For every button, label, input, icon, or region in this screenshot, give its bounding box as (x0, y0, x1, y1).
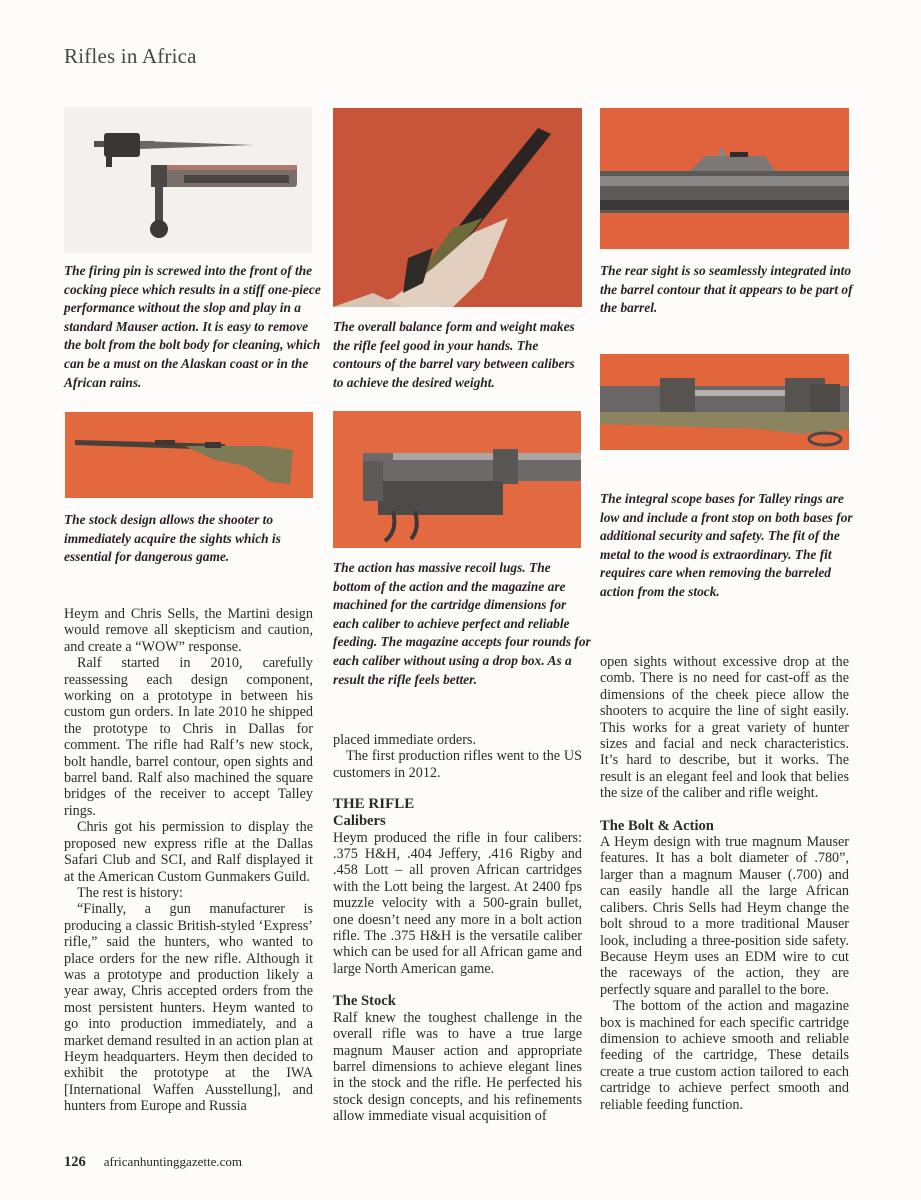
website-link[interactable]: africanhuntinggazette.com (103, 1154, 242, 1169)
caption-text: The stock design allows the shooter to immediately acquire the sights which is essential for dangerous game. (64, 512, 281, 565)
caption-balance (333, 318, 588, 392)
subheading-stock: The Stock (333, 993, 396, 1010)
caption-action (333, 559, 591, 689)
caption-firing-pin (64, 262, 322, 392)
rear-sight-illustration (600, 108, 849, 249)
rifle-in-hand-illustration (333, 108, 582, 307)
caption-scope-bases (600, 490, 858, 602)
paragraph: Ralf knew the toughest challenge in the overall rifle was to have a true large magnum Mauser action and appropriate barrel dimensions to achieve elegant lines in the stock and the rifle. He perfected his stock design concepts, and his refinements allow immediate visual acquisition of (333, 1009, 582, 1125)
caption-text: The firing pin is screwed into the front of the cocking piece which results in a stiff one-piece performance without the slop and play in a standard Mauser action. It is easy to remove the bolt from the bolt body for cleaning, which can be a must on the Alaskan coast or in the African rains. (64, 263, 321, 390)
paragraph: “Finally, a gun manufacturer is producing a classic British-styled ‘Express’ rifle,” said the hunters, who wanted to place orders for the new rifle. Although it was a prototype and production likely a year away, Chris accepted orders from the most persistent hunters. Heym wanted to go into production immediately, and a market demand resulted in an action plan at Heym headquarters. Heym then decided to exhibit the prototype at the IWA [International Waffen Ausstellung], and hunters from Europe and Russia (64, 901, 313, 1115)
page-number: 126 (64, 1154, 86, 1170)
paragraph: Ralf started in 2010, carefully reassessing each design component, working on a prototype in between his custom gun orders. In late 2010 he shipped the prototype to Chris in Dallas for comment. The rifle had Ralf’s new stock, bolt handle, barrel contour, open sights and barrel band. Ralf also machined the square bridges of the receiver to accept Talley rings. (64, 655, 313, 819)
paragraph: The bottom of the action and magazine box is machined for each specific cartridge dimension to achieve smooth and reliable feeding of the cartridge, These details create a true custom action tailored to each cartridge to achieve perfect smooth and reliable feeding function. (600, 998, 849, 1113)
caption-text: The overall balance form and weight makes the rifle feel good in your hands. The contours of the barrel vary between calibers to achieve the desired weight. (333, 319, 575, 390)
subheading-calibers: Calibers (333, 813, 386, 830)
subheading-bolt-action: The Bolt & Action (600, 817, 714, 834)
photo-full-rifle (65, 412, 313, 498)
action-illustration (333, 411, 581, 548)
photo-rifle-in-hand (333, 108, 582, 307)
caption-rear-sight (600, 262, 862, 318)
body-column-2 (333, 732, 582, 1125)
body-column-3 (600, 654, 849, 1113)
paragraph: Heym produced the rifle in four calibers: .375 H&H, .404 Jeffery, .416 Rigby and .458 Lott – all proven African cartridges with the Lott being the largest. At 2400 fps muzzle velocity with a 500-grain bullet, one doesn’t need any more in a bolt action rifle. The .375 H&H is the versatile caliber which can be used for all African game and large North American game. (333, 829, 582, 977)
page-footer (64, 1154, 242, 1171)
caption-text: The action has massive recoil lugs. The bottom of the action and the magazine are machined for the cartridge dimensions for each caliber to achieve perfect and reliable feeding. The magazine accepts four rounds for each caliber without using a drop box. As a result the rifle feels better. (333, 560, 591, 687)
scope-bases-illustration (600, 354, 849, 450)
firing-pin-illustration (64, 107, 312, 253)
photo-action (333, 411, 581, 548)
photo-scope-bases (600, 354, 849, 450)
photo-rear-sight (600, 108, 849, 249)
caption-stock-design (64, 511, 309, 567)
paragraph: The first production rifles went to the US customers in 2012. (333, 748, 582, 781)
paragraph: placed immediate orders. (333, 732, 476, 748)
paragraph: open sights without excessive drop at the comb. There is no need for cast-off as the dimensions of the cheek piece allow the shooters to acquire the line of sight easily. This works for a great variety of hunter sizes and facial and neck characteristics. It’s hard to describe, but it works. The result is an elegant feel and look that belies the size of the caliber and rifle weight. (600, 654, 849, 802)
paragraph: Heym and Chris Sells, the Martini design would remove all skepticism and caution, and create a “WOW” response. (64, 606, 313, 655)
body-column-1 (64, 606, 313, 1115)
section-title: Rifles in Africa (64, 44, 197, 68)
caption-text: The integral scope bases for Talley rings are low and include a front stop on both bases for additional security and safety. The fit of the metal to the wood is extraordinary. The fit requires care when removing the barreled action from the stock. (600, 491, 853, 599)
section-heading: THE RIFLE (333, 796, 415, 813)
paragraph: The rest is history: (77, 884, 183, 901)
paragraph: Chris got his permission to display the proposed new express rifle at the Dallas Safari Club and SCI, and Ralf displayed it at the American Custom Gunmakers Guild. (64, 819, 313, 885)
photo-firing-pin (64, 107, 312, 253)
full-rifle-illustration (65, 412, 313, 498)
paragraph: A Heym design with true magnum Mauser features. It has a bolt diameter of .780”, larger than a magnum Mauser (.700) and can easily handle all the large African calibers. Chris Sells had Heym change the bolt shroud to a more traditional Mauser look, including a three-position side safety. Because Heym uses an EDM wire to cut the raceways of the action, they are perfectly square and parallel to the bore. (600, 834, 849, 998)
caption-text: The rear sight is so seamlessly integrated into the barrel contour that it appears to be part of the barrel. (600, 263, 853, 316)
